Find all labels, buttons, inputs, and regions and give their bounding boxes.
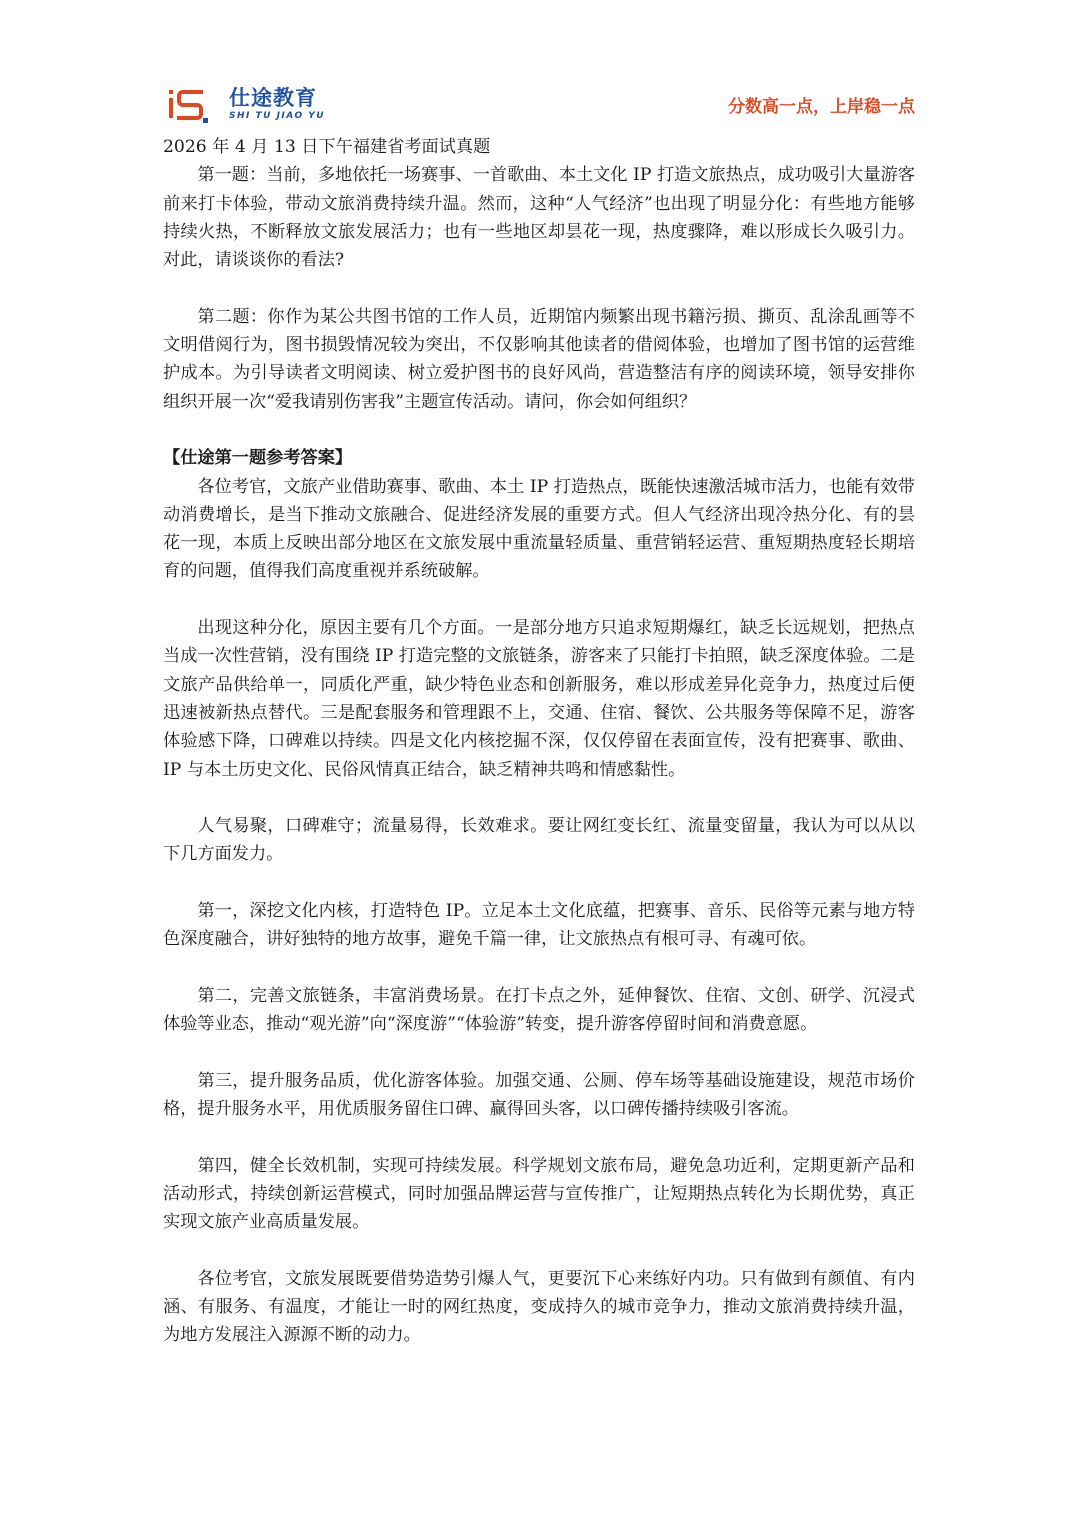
answer-paragraph-point-2: 第二，完善文旅链条，丰富消费场景。在打卡点之外，延伸餐饮、住宿、文创、研学、沉浸式体验等业态，推动“观光游”向“深度游”“体验游”转变，提升游客停留时间和消费意愿。 — [163, 985, 915, 1035]
paragraph-gap — [163, 274, 915, 302]
question-1: 第一题：当前，多地依托一场赛事、一首歌曲、本土文化 IP 打造文旅热点，成功吸引大量游客前来打卡体验，带动文旅消费持续升温。然而，这种“人气经济”也出现了明显分化：有些地方能够持续火热，不断释放文旅发展活力；也有一些地区却昙花一现，热度骤降，难以形成长久吸引力。对此，请谈谈你的看法? — [163, 165, 915, 271]
document-body — [163, 133, 915, 1350]
answer-paragraph-transition: 人气易聚，口碑难守；流量易得，长效难求。要让网红变长红、流量变留量，我认为可以从以下几方面发力。 — [163, 816, 915, 865]
answer-paragraph-point-1: 第一，深挖文化内核，打造特色 IP。立足本土文化底蕴，把赛事、音乐、民俗等元素与地方特色深度融合，讲好独特的地方故事，避免千篇一律，让文旅热点有根可寻、有魂可依。 — [163, 901, 915, 950]
answer-paragraph-conclusion: 各位考官，文旅发展既要借势造势引爆人气，更要沉下心来练好内功。只有做到有颜值、有内涵、有服务、有温度，才能让一时的网红热度，变成持久的城市竞争力，推动文旅消费持续升温，为地方发展注入源源不断的动力。 — [163, 1268, 915, 1346]
header-slogan: 分数高一点，上岸稳一点 — [728, 97, 915, 117]
paragraph-gap — [163, 784, 915, 812]
shitu-logo-icon — [163, 82, 213, 128]
paragraph-gap — [163, 416, 915, 444]
logo-chinese-name: 仕途教育 — [229, 86, 317, 110]
answer-paragraph-point-4: 第四，健全长效机制，实现可持续发展。科学规划文旅布局，避免急功近利，定期更新产品和活动形式，持续创新运营模式，同时加强品牌运营与宣传推广，让短期热点转化为长期优势，真正实现文旅产业高质量发展。 — [163, 1155, 915, 1233]
paragraph-gap — [163, 1237, 915, 1265]
question-2: 第二题：你作为某公共图书馆的工作人员，近期馆内频繁出现书籍污损、撕页、乱涂乱画等不文明借阅行为，图书损毁情况较为突出，不仅影响其他读者的借阅体验，也增加了图书馆的运营维护成本。为引导读者文明阅读、树立爱护图书的良好风尚，营造整洁有序的阅读环境，领导安排你组织开展一次“爱我请别伤害我”主题宣传活动。请问，你会如何组织？ — [163, 306, 915, 412]
answer-paragraph-intro: 各位考官，文旅产业借助赛事、歌曲、本土 IP 打造热点，既能快速激活城市活力，也能有效带动消费增长，是当下推动文旅融合、促进经济发展的重要方式。但人气经济出现冷热分化、有的昙花一现，本质上反映出部分地区在文旅发展中重流量轻质量、重营销轻运营、重短期热度轻长期培育的问题，值得我们高度重视并系统破解。 — [163, 476, 915, 582]
logo-english-name: SHI TU JIAO YU — [229, 111, 326, 121]
answer-heading: 【仕途第一题参考答案】 — [163, 448, 353, 469]
paragraph-gap — [163, 586, 915, 614]
answer-paragraph-causes: 出现这种分化，原因主要有几个方面。一是部分地方只追求短期爆红，缺乏长远规划，把热点当成一次性营销，没有围绕 IP 打造完整的文旅链条，游客来了只能打卡拍照，缺乏深度体验。二是文旅产品供给单一，同质化严重，缺少特色业态和创新服务，难以形成差异化竞争力，热度过后便迅速被新热点替代。三是配套服务和管理跟不上，交通、住宿、餐饮、公共服务等保障不足，游客体验感下降，口碑难以持续。四是文化内核挖掘不深，仅仅停留在表面宣传，没有把赛事、歌曲、IP 与本土历史文化、民俗风情真正结合，缺乏精神共鸣和情感黏性。 — [163, 618, 915, 780]
paragraph-gap — [163, 869, 915, 897]
page-header — [163, 80, 915, 130]
document-title: 2026 年 4 月 13 日下午福建省考面试真题 — [163, 137, 491, 157]
paragraph-gap — [163, 1123, 915, 1151]
paragraph-gap — [163, 1039, 915, 1067]
logo-text — [229, 86, 325, 122]
paragraph-gap — [163, 954, 915, 982]
answer-paragraph-point-3: 第三，提升服务品质，优化游客体验。加强交通、公厕、停车场等基础设施建设，规范市场价格，提升服务水平，用优质服务留住口碑、赢得回头客，以口碑传播持续吸引客流。 — [163, 1070, 915, 1120]
